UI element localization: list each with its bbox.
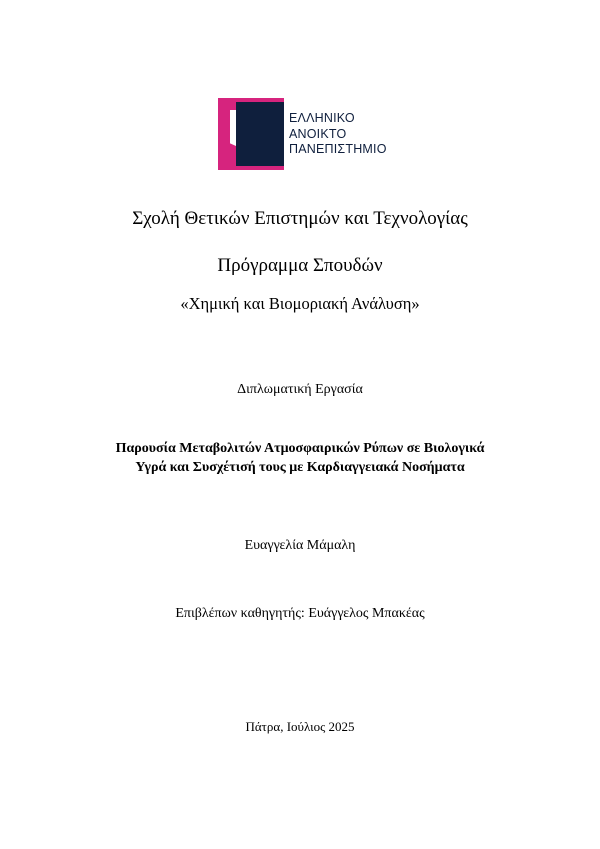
university-logo-text xyxy=(289,111,387,158)
program-specialty: «Χημική και Βιομοριακή Ανάλυση» xyxy=(180,294,420,313)
place-and-date: Πάτρα, Ιούλιος 2025 xyxy=(245,719,355,734)
university-logo xyxy=(218,98,418,170)
thesis-type: Διπλωματική Εργασία xyxy=(237,382,363,397)
thesis-title-line-1: Παρουσία Μεταβολιτών Ατμοσφαιρικών Ρύπων σε Βιολογικά xyxy=(115,441,485,456)
logo-line-2: ΑΝΟΙΚΤΟ xyxy=(289,126,347,141)
logo-line-1: ΕΛΛΗΝΙΚΟ xyxy=(289,111,355,125)
program-name: Πρόγραμμα Σπουδών xyxy=(217,255,383,276)
supervisor: Επιβλέπων καθηγητής: Ευάγγελος Μπακέας xyxy=(175,606,425,621)
school-name: Σχολή Θετικών Επιστημών και Τεχνολογίας xyxy=(132,208,468,229)
university-logo-mark xyxy=(218,98,284,170)
logo-line-3: ΠΑΝΕΠΙΣΤΗΜΙΟ xyxy=(289,142,387,156)
thesis-title-line-2: Υγρά και Συσχέτισή τους με Καρδιαγγειακά Νοσήματα xyxy=(135,460,465,475)
author-name: Ευαγγελία Μάμαλη xyxy=(244,538,356,553)
